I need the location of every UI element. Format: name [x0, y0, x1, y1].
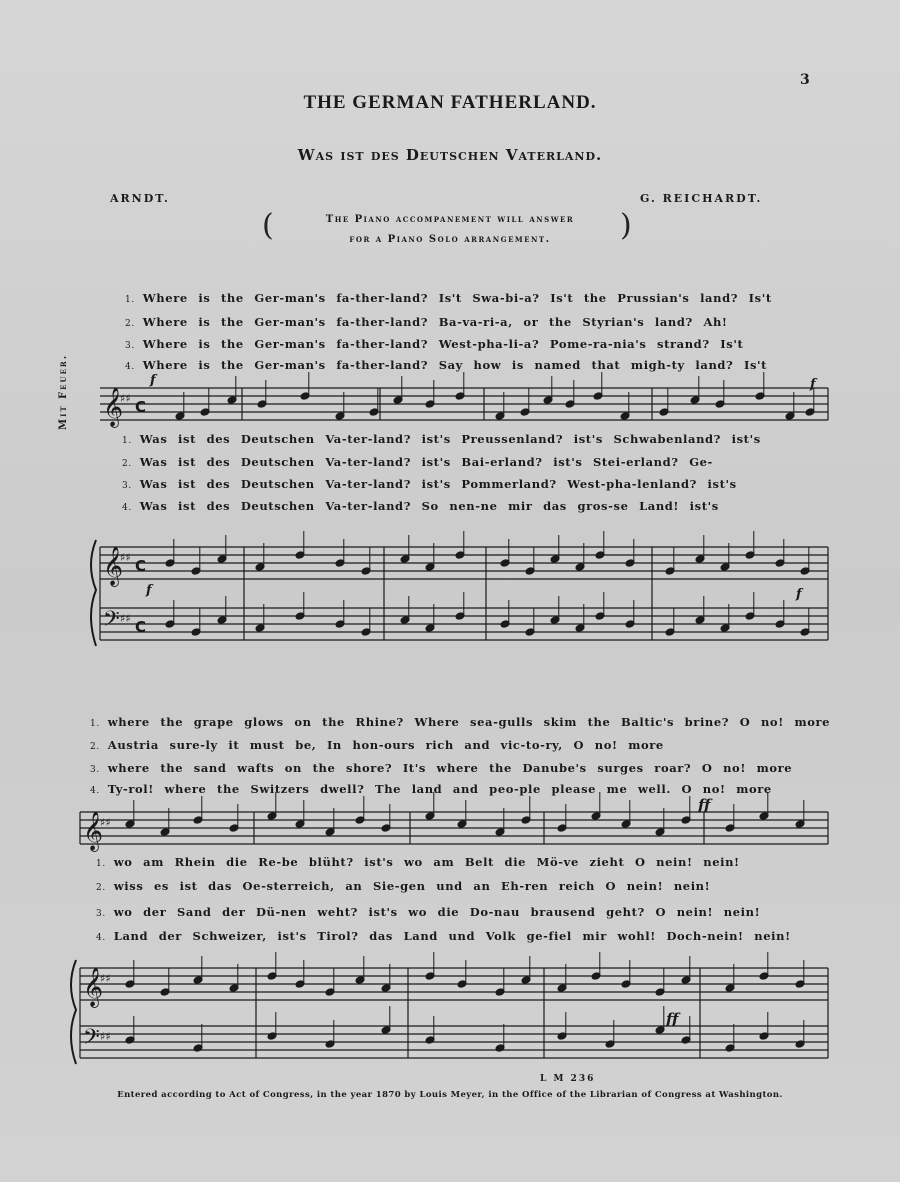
- left-parenthesis: (: [262, 208, 274, 243]
- notes-group: [125, 372, 815, 1052]
- lyric-line: 3. Where is the Ger-man's fa-ther-land? West-pha-li-a? Pome-ra-nia's strand? Is't: [125, 337, 744, 351]
- lyric-line: 2. Where is the Ger-man's fa-ther-land? Ba-va-ri-a, or the Styrian's land? Ah!: [125, 315, 728, 329]
- lyric-line: 1. where the grape glows on the Rhine? Where sea-gulls skim the Baltic's brine? O no! more: [90, 715, 831, 729]
- key-signature-icon: ♯♯: [100, 1030, 111, 1043]
- accompaniment-note-line1: The Piano accompanement will answer: [325, 214, 575, 225]
- tempo-marking: Mit Feuer.: [58, 353, 69, 430]
- plate-number: L M 236: [540, 1074, 596, 1084]
- treble-clef-icon: 𝄞: [103, 546, 124, 586]
- composer-credit: G. REICHARDT.: [640, 192, 763, 205]
- song-title: THE GERMAN FATHERLAND.: [303, 92, 597, 113]
- accompaniment-note-line2: for a Piano Solo arrangement.: [349, 234, 551, 245]
- lyric-line: 2. Austria sure-ly it must be, In hon-ours rich and vic-to-ry, O no! more: [90, 738, 664, 752]
- lyric-line: 3. Was ist des Deutschen Va-ter-land? ist's Pommerland? West-pha-lenland? ist's: [122, 477, 737, 491]
- lyric-line: 4. Was ist des Deutschen Va-ter-land? So nen-ne mir das gros-se Land! ist's: [122, 499, 719, 513]
- forte-mark-icon: f: [796, 587, 802, 602]
- forte-mark-icon: f: [146, 583, 152, 598]
- right-parenthesis: ): [620, 208, 632, 243]
- lyric-line: 2. wiss es ist das Oe-sterreich, an Sie-gen und an Eh-ren reich O nein! nein!: [96, 879, 711, 893]
- forte-mark-icon: f: [150, 373, 156, 388]
- key-signature-icon: ♯♯: [120, 612, 131, 625]
- fortissimo-mark-icon: ff: [698, 796, 711, 814]
- piano-staff-2: [80, 968, 828, 1058]
- voice-staff-2: [80, 812, 828, 844]
- key-signature-icon: ♯♯: [100, 816, 111, 829]
- key-signature-icon: ♯♯: [120, 551, 131, 564]
- bass-clef-icon: 𝄢: [103, 607, 120, 637]
- key-signature-icon: ♯♯: [120, 392, 131, 405]
- lyric-line: 4. Where is the Ger-man's fa-ther-land? Say how is named that migh-ty land? Is't: [125, 358, 768, 372]
- page-number: 3: [800, 72, 810, 88]
- lyric-line: 1. Was ist des Deutschen Va-ter-land? ist's Preussenland? ist's Schwabenland? ist's: [122, 432, 761, 446]
- song-subtitle: Was ist des Deutschen Vaterland.: [297, 146, 603, 164]
- copyright-footer: Entered according to Act of Congress, in the year 1870 by Louis Meyer, in the Office of the Librarian of Congress at Washington.: [117, 1090, 783, 1100]
- lyric-line: 3. wo der Sand der Dü-nen weht? ist's wo die Do-nau brausend geht? O nein! nein!: [96, 905, 761, 919]
- fortissimo-mark-icon: ff: [666, 1010, 679, 1028]
- key-signature-icon: ♯♯: [100, 972, 111, 985]
- poet-credit: ARNDT.: [110, 192, 170, 205]
- lyric-line: 2. Was ist des Deutschen Va-ter-land? ist's Bai-erland? ist's Stei-erland? Ge-: [122, 455, 713, 469]
- common-time-icon: C: [135, 398, 147, 416]
- forte-mark-icon: f: [810, 377, 816, 392]
- lyric-line: 4. Land der Schweizer, ist's Tirol? das Land und Volk ge-fiel mir wohl! Doch-nein! nein!: [96, 929, 791, 943]
- lyric-line: 1. wo am Rhein die Re-be blüht? ist's wo am Belt die Mö-ve zieht O nein! nein!: [96, 855, 740, 869]
- brace-2: [71, 960, 76, 1064]
- common-time-icon: C: [135, 557, 147, 575]
- lyric-line: 1. Where is the Ger-man's fa-ther-land? Is't Swa-bi-a? Is't the Prussian's land? Is't: [125, 291, 772, 305]
- lyric-line: 4. Ty-rol! where the Switzers dwell? The land and peo-ple please me well. O no! more: [90, 782, 772, 796]
- lyric-line: 3. where the sand wafts on the shore? It's where the Danube's surges roar? O no! more: [90, 761, 793, 775]
- bass-clef-icon: 𝄢: [83, 1025, 100, 1055]
- brace-1: [91, 540, 96, 646]
- treble-clef-icon: 𝄞: [103, 387, 124, 427]
- treble-clef-icon: 𝄞: [83, 811, 104, 851]
- common-time-icon: C: [135, 618, 147, 636]
- treble-clef-icon: 𝄞: [83, 967, 104, 1007]
